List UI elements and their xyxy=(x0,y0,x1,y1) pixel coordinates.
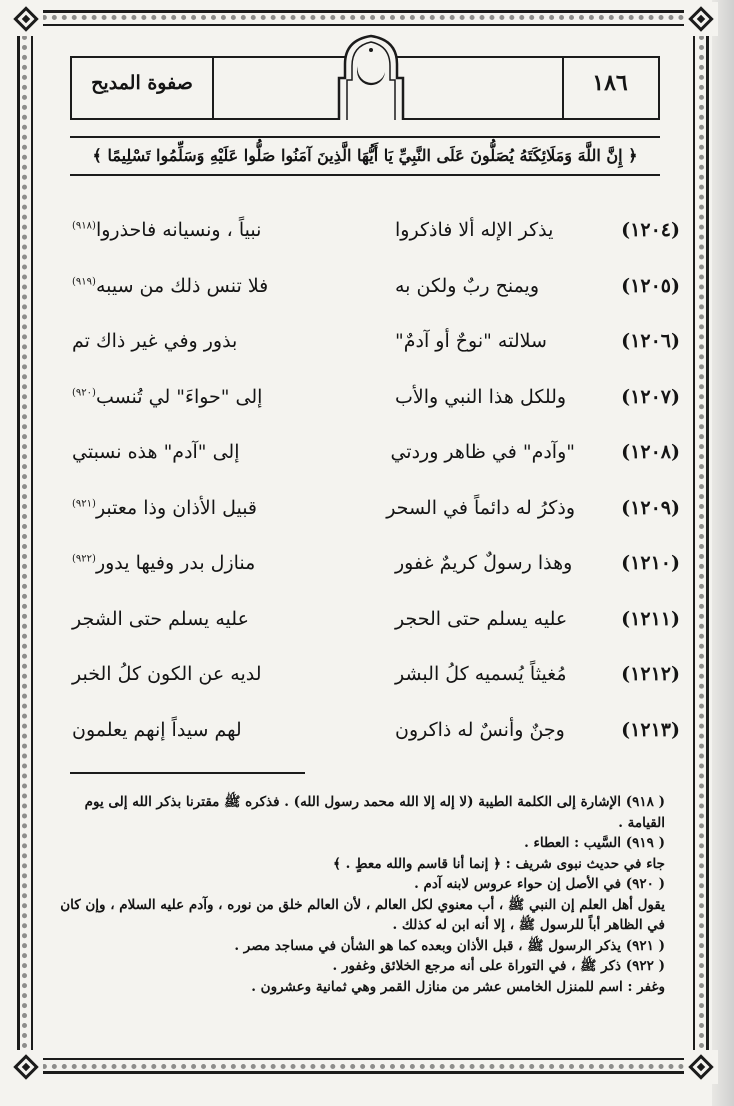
verse-number: (١٢١٣) xyxy=(621,718,680,741)
first-hemistich: وجنٌ وأنسٌ له ذاكرون xyxy=(395,718,565,741)
first-hemistich: يذكر الإله ألا فاذكروا xyxy=(395,219,554,241)
second-hemistich: إلى "حواءَ" لي تُنسب$^{(٩٢٠)}$ xyxy=(72,385,263,408)
first-hemistich: وللكل هذا النبي والأب xyxy=(395,385,567,408)
footnote-ref: (٩٢٠) xyxy=(72,387,96,399)
footnote: ( ٩١٨) الإشارة إلى الكلمة الطيبة (لا إله إلا الله محمد رسول الله) . فذكره ﷺ مقترنا بذكر الله إلى يوم القيامة . xyxy=(84,794,665,831)
footnote-separator xyxy=(70,772,305,774)
first-hemistich: وذكرُ له دائماً في السحر xyxy=(386,496,575,519)
second-hemistich: نبياً ، ونسيانه فاحذروا$^{(٩١٨)}$ xyxy=(72,219,262,241)
footnote: ( ٩١٩) السَّيب : العطاء . xyxy=(524,835,665,851)
corner-ornament-icon xyxy=(9,2,43,36)
poem-line xyxy=(60,372,680,428)
footnote-ref: (٩٢٢) xyxy=(72,553,96,565)
verse-number: (١٢١١) xyxy=(621,607,680,630)
poem-line xyxy=(60,705,680,761)
second-hemistich: لديه عن الكون كلُ الخبر xyxy=(72,663,262,685)
second-hemistich: لهم سيداً إنهم يعلمون xyxy=(72,718,242,741)
corner-ornament-icon xyxy=(684,1050,718,1084)
poem xyxy=(60,205,680,760)
footnote: جاء في حديث نبوى شريف : ﴿ إنما أنا قاسم والله معطٍ . ﴾ xyxy=(333,855,665,872)
footnote: ( ٩٢١) يذكر الرسول ﷺ ، قبل الأذان وبعده كما هو الشأن في مساجد مصر . xyxy=(234,937,665,954)
footnote: ( ٩٢٢) ذكر ﷺ ، في التوراة على أنه مرجع الخلائق وغفور . xyxy=(332,958,665,974)
second-hemistich: فلا تنس ذلك من سيبه$^{(٩١٩)}$ xyxy=(72,274,269,297)
poem-line xyxy=(60,205,680,261)
corner-ornament-icon xyxy=(684,2,718,36)
poem-line xyxy=(60,483,680,539)
quranic-verse-banner: ﴿ إِنَّ اللَّهَ وَمَلَائِكَتَهُ يُصَلُّونَ عَلَى النَّبِيِّ يَا أَيُّهَا الَّذِينَ آمَنُوا صَلُّوا عَلَيْهِ وَسَلِّمُوا تَسْلِيمًا ﴾ xyxy=(70,136,660,176)
poem-line xyxy=(60,316,680,372)
verse-number: (١٢١٠) xyxy=(621,552,680,574)
verse-number: (١٢٠٧) xyxy=(621,385,680,408)
verse-number: (١٢٠٤) xyxy=(621,219,680,241)
first-hemistich: مُغيثاً يُسميه كلُ البشر xyxy=(395,663,567,685)
first-hemistich: عليه يسلم حتى الحجر xyxy=(395,607,568,630)
corner-ornament-icon xyxy=(9,1050,43,1084)
poem-line xyxy=(60,649,680,705)
verse-number: (١٢٠٥) xyxy=(621,274,680,297)
poem-line xyxy=(60,427,680,483)
second-hemistich: عليه يسلم حتى الشجر xyxy=(72,607,249,630)
second-hemistich: قبيل الأذان وذا معتبر$^{(٩٢١)}$ xyxy=(72,496,258,519)
verse-number: (١٢٠٨) xyxy=(621,441,680,463)
footnote-ref: (٩٢١) xyxy=(72,498,96,510)
poem-line xyxy=(60,538,680,594)
verse-number: (١٢٠٦) xyxy=(621,330,680,352)
footnote-ref: (٩١٨) xyxy=(72,220,96,232)
crescent-icon xyxy=(335,34,407,120)
footnotes xyxy=(60,792,665,997)
poem-line xyxy=(60,594,680,650)
footnote-ref: (٩١٩) xyxy=(72,276,96,288)
verse-number: (١٢١٢) xyxy=(621,663,680,685)
second-hemistich: إلى "آدم" هذه نسبتي xyxy=(72,441,240,463)
running-title: صفوة المديح xyxy=(91,72,193,94)
footnote: يقول أهل العلم إن النبي ﷺ ، أب معنوي لكل العالم ، لأن العالم خلق من نوره ، وآدم عليه السلام ، وإن كان في الظاهر أباً للرسول ﷺ ، إلا أنه ابن له كذلك . xyxy=(60,896,665,933)
page-number: ١٨٦ xyxy=(592,70,628,96)
first-hemistich: وهذا رسولٌ كريمٌ غفور xyxy=(395,552,573,574)
page-edge xyxy=(712,0,734,1106)
first-hemistich: "وآدم" في ظاهر وردتي xyxy=(390,441,575,463)
verse-number: (١٢٠٩) xyxy=(621,496,680,519)
second-hemistich: بذور وفي غير ذاك تم xyxy=(72,330,238,352)
footnote: ( ٩٢٠) في الأصل إن حواء عروس لابنه آدم . xyxy=(414,876,665,892)
first-hemistich: ويمنح ربٌ ولكن به xyxy=(395,274,540,297)
footnote: وغفر : اسم للمنزل الخامس عشر من منازل القمر وهي ثمانية وعشرون . xyxy=(251,978,665,995)
poem-line xyxy=(60,261,680,317)
first-hemistich: سلالته "نوحٌ أو آدمٌ" xyxy=(395,330,547,352)
second-hemistich: منازل بدر وفيها يدور$^{(٩٢٢)}$ xyxy=(72,552,256,574)
